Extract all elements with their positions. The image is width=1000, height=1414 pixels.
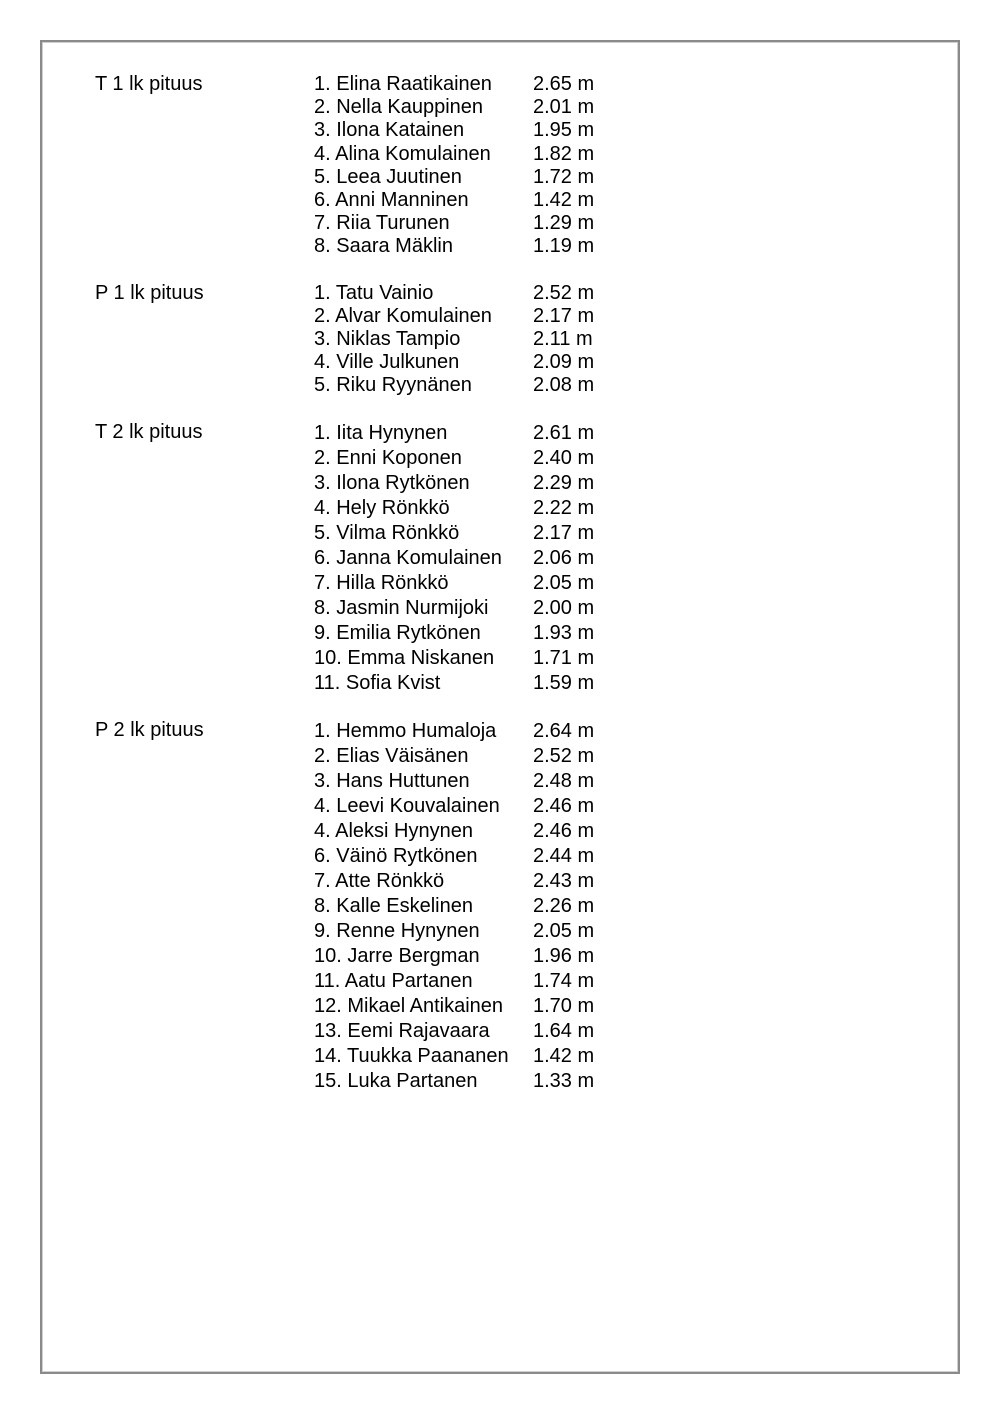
result-row [314, 646, 695, 671]
event-section [95, 421, 695, 696]
result-row [314, 1069, 695, 1094]
result-row [314, 1044, 695, 1069]
results-document [95, 73, 695, 1094]
athlete-result: 2.40 m [533, 446, 595, 469]
athlete-rank-name: 15. Luka Partanen [314, 1069, 478, 1092]
athlete-rank-name: 5. Leea Juutinen [314, 165, 462, 188]
athlete-result: 1.42 m [533, 1044, 595, 1067]
athlete-rank-name: 9. Emilia Rytkönen [314, 621, 481, 644]
athlete-rank-name: 4. Hely Rönkkö [314, 496, 450, 519]
athlete-rank-name: 6. Väinö Rytkönen [314, 844, 478, 867]
results-list [314, 73, 695, 259]
athlete-rank-name: 1. Hemmo Humaloja [314, 719, 497, 742]
result-row [314, 421, 695, 446]
athlete-rank-name: 4. Alina Komulainen [314, 142, 491, 165]
athlete-result: 2.61 m [533, 421, 595, 444]
athlete-rank-name: 13. Eemi Rajavaara [314, 1019, 490, 1042]
result-row [314, 143, 695, 166]
result-row [314, 471, 695, 496]
athlete-result: 1.71 m [533, 646, 595, 669]
result-row [314, 351, 695, 374]
result-row [314, 671, 695, 696]
result-row [314, 328, 695, 351]
result-row [314, 235, 695, 258]
athlete-rank-name: 6. Janna Komulainen [314, 546, 502, 569]
athlete-rank-name: 9. Renne Hynynen [314, 919, 480, 942]
athlete-rank-name: 8. Jasmin Nurmijoki [314, 596, 489, 619]
athlete-result: 2.52 m [533, 744, 595, 767]
result-row [314, 546, 695, 571]
athlete-rank-name: 10. Emma Niskanen [314, 646, 495, 669]
athlete-result: 2.22 m [533, 496, 595, 519]
athlete-result: 2.17 m [533, 304, 595, 327]
athlete-result: 1.74 m [533, 969, 595, 992]
athlete-result: 2.43 m [533, 869, 595, 892]
athlete-rank-name: 3. Niklas Tampio [314, 328, 461, 351]
result-row [314, 73, 695, 96]
athlete-result: 2.11 m [533, 328, 593, 351]
result-row [314, 305, 695, 328]
result-row [314, 969, 695, 994]
athlete-rank-name: 2. Enni Koponen [314, 446, 462, 469]
athlete-result: 2.44 m [533, 844, 595, 867]
result-row [314, 919, 695, 944]
result-row [314, 794, 695, 819]
athlete-result: 2.05 m [533, 571, 595, 594]
result-row [314, 894, 695, 919]
athlete-rank-name: 4. Leevi Kouvalainen [314, 794, 500, 817]
result-row [314, 496, 695, 521]
athlete-result: 1.72 m [533, 165, 595, 188]
results-list [314, 282, 695, 398]
athlete-result: 1.96 m [533, 944, 595, 967]
athlete-rank-name: 2. Alvar Komulainen [314, 304, 492, 327]
result-row [314, 282, 695, 305]
athlete-result: 2.06 m [533, 546, 595, 569]
athlete-result: 2.09 m [533, 351, 595, 374]
athlete-result: 1.33 m [533, 1069, 595, 1092]
result-row [314, 571, 695, 596]
result-row [314, 944, 695, 969]
athlete-rank-name: 2. Elias Väisänen [314, 744, 469, 767]
athlete-result: 1.82 m [533, 142, 595, 165]
result-row [314, 189, 695, 212]
result-row [314, 819, 695, 844]
result-row [314, 446, 695, 471]
result-row [314, 374, 695, 397]
athlete-rank-name: 6. Anni Manninen [314, 189, 469, 212]
result-row [314, 869, 695, 894]
athlete-result: 2.00 m [533, 596, 595, 619]
event-title: T 1 lk pituus [95, 73, 203, 95]
result-row [314, 844, 695, 869]
result-row [314, 719, 695, 744]
athlete-rank-name: 4. Ville Julkunen [314, 351, 460, 374]
athlete-rank-name: 1. Tatu Vainio [314, 281, 434, 304]
athlete-result: 2.29 m [533, 471, 595, 494]
athlete-rank-name: 12. Mikael Antikainen [314, 994, 504, 1017]
athlete-result: 1.19 m [533, 235, 595, 258]
athlete-result: 2.08 m [533, 374, 595, 397]
athlete-result: 2.48 m [533, 769, 595, 792]
event-title: P 1 lk pituus [95, 281, 204, 304]
athlete-result: 2.46 m [533, 794, 595, 817]
result-row [314, 596, 695, 621]
athlete-rank-name: 8. Kalle Eskelinen [314, 894, 473, 917]
results-list [314, 421, 695, 696]
event-section [95, 73, 695, 259]
athlete-result: 2.65 m [533, 73, 595, 95]
athlete-result: 1.42 m [533, 189, 595, 212]
athlete-rank-name: 7. Riia Turunen [314, 212, 450, 235]
result-row [314, 994, 695, 1019]
result-row [314, 166, 695, 189]
athlete-result: 1.59 m [533, 671, 595, 694]
athlete-result: 1.29 m [533, 212, 595, 235]
athlete-rank-name: 7. Hilla Rönkkö [314, 571, 449, 594]
athlete-rank-name: 11. Aatu Partanen [314, 969, 473, 992]
result-row [314, 521, 695, 546]
athlete-rank-name: 8. Saara Mäklin [314, 235, 453, 258]
athlete-rank-name: 2. Nella Kauppinen [314, 96, 484, 119]
athlete-result: 1.93 m [533, 621, 595, 644]
result-row [314, 212, 695, 235]
athlete-result: 2.46 m [533, 819, 595, 842]
athlete-result: 2.01 m [533, 96, 595, 119]
result-row [314, 119, 695, 142]
athlete-result: 2.52 m [533, 281, 595, 304]
event-title: T 2 lk pituus [95, 420, 203, 443]
athlete-result: 1.95 m [533, 119, 595, 142]
athlete-rank-name: 11. Sofia Kvist [314, 671, 441, 694]
athlete-rank-name: 1. Elina Raatikainen [314, 73, 492, 95]
athlete-result: 1.70 m [533, 994, 595, 1017]
athlete-result: 2.17 m [533, 521, 595, 544]
athlete-rank-name: 5. Riku Ryynänen [314, 374, 472, 397]
athlete-result: 1.64 m [533, 1019, 595, 1042]
event-section [95, 719, 695, 1094]
athlete-rank-name: 7. Atte Rönkkö [314, 869, 445, 892]
athlete-rank-name: 1. Iita Hynynen [314, 421, 448, 444]
athlete-result: 2.64 m [533, 719, 595, 742]
results-list [314, 719, 695, 1094]
result-row [314, 744, 695, 769]
event-section [95, 282, 695, 398]
result-row [314, 96, 695, 119]
athlete-rank-name: 4. Aleksi Hynynen [314, 819, 473, 842]
result-row [314, 769, 695, 794]
athlete-rank-name: 3. Ilona Katainen [314, 119, 465, 142]
athlete-rank-name: 3. Hans Huttunen [314, 769, 470, 792]
athlete-rank-name: 5. Vilma Rönkkö [314, 521, 460, 544]
result-row [314, 621, 695, 646]
athlete-rank-name: 14. Tuukka Paananen [314, 1044, 509, 1067]
athlete-rank-name: 10. Jarre Bergman [314, 944, 480, 967]
athlete-result: 2.05 m [533, 919, 595, 942]
athlete-result: 2.26 m [533, 894, 595, 917]
result-row [314, 1019, 695, 1044]
event-title: P 2 lk pituus [95, 718, 204, 741]
athlete-rank-name: 3. Ilona Rytkönen [314, 471, 470, 494]
